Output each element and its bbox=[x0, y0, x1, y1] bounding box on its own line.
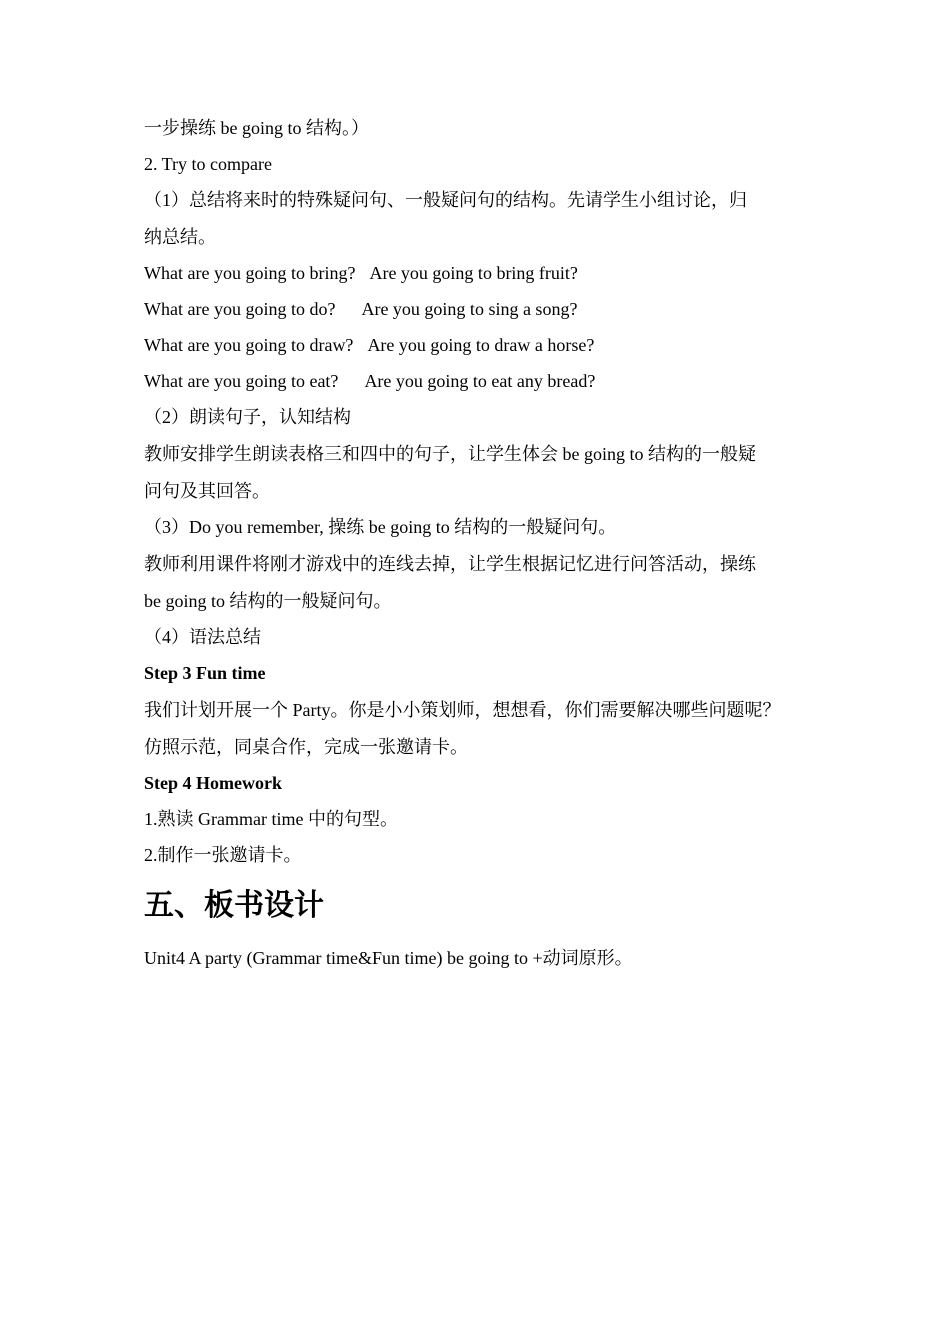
text-line: be going to 结构的一般疑问句。 bbox=[144, 591, 392, 611]
example-question: What are you going to do? bbox=[144, 299, 336, 319]
example-yesno: Are you going to eat any bread? bbox=[364, 371, 596, 391]
text-line: 教师利用课件将刚才游戏中的连线去掉，让学生根据记忆进行问答活动，操练 bbox=[144, 554, 756, 574]
example-row bbox=[144, 333, 594, 357]
example-question: What are you going to bring? bbox=[144, 263, 356, 283]
text-line: （1）总结将来时的特殊疑问句、一般疑问句的结构。先请学生小组讨论，归 bbox=[144, 190, 747, 210]
text-line: （4）语法总结 bbox=[144, 627, 261, 647]
example-yesno: Are you going to draw a horse? bbox=[367, 335, 595, 355]
example-question: What are you going to draw? bbox=[144, 335, 354, 355]
example-row bbox=[144, 261, 578, 285]
text-line: 一步操练 be going to 结构。） bbox=[144, 118, 369, 138]
step3-title: Step 3 Fun time bbox=[144, 663, 266, 683]
text-line: 我们计划开展一个 Party。你是小小策划师，想想看，你们需要解决哪些问题呢？ bbox=[144, 700, 781, 720]
example-yesno: Are you going to sing a song? bbox=[361, 299, 578, 319]
section-heading: 五、板书设计 bbox=[144, 889, 324, 922]
example-yesno: Are you going to bring fruit? bbox=[369, 263, 578, 283]
example-row bbox=[144, 369, 595, 393]
board-design-text: Unit4 A party (Grammar time&Fun time) be going to +动词原形。 bbox=[144, 948, 633, 968]
text-line: （2）朗读句子，认知结构 bbox=[144, 407, 351, 427]
text-line: 纳总结。 bbox=[144, 227, 216, 247]
text-line: 2. Try to compare bbox=[144, 154, 272, 174]
step4-title: Step 4 Homework bbox=[144, 773, 282, 793]
text-line: 2.制作一张邀请卡。 bbox=[144, 845, 302, 865]
text-line: （3）Do you remember, 操练 be going to 结构的一般疑问句。 bbox=[144, 517, 617, 537]
text-line: 仿照示范，同桌合作，完成一张邀请卡。 bbox=[144, 737, 468, 757]
text-line: 教师安排学生朗读表格三和四中的句子，让学生体会 be going to 结构的一般疑 bbox=[144, 444, 756, 464]
text-line: 1.熟读 Grammar time 中的句型。 bbox=[144, 809, 398, 829]
example-row bbox=[144, 297, 577, 321]
text-line: 问句及其回答。 bbox=[144, 481, 270, 501]
example-question: What are you going to eat? bbox=[144, 371, 339, 391]
